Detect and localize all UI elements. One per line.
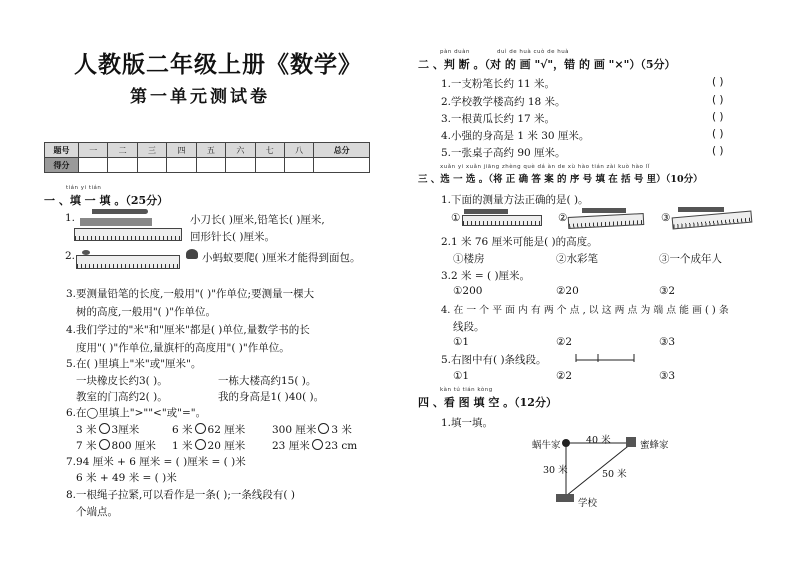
q2-text: 小蚂蚁要爬( )厘米才能得到面包。 (202, 252, 361, 264)
q6-right: 3 米 (331, 424, 352, 436)
score-row2-label: 得分 (45, 158, 79, 173)
distance-diag: 50 米 (602, 469, 627, 480)
distance-top: 40 米 (586, 435, 611, 446)
sec2-pinyin-a: pàn duàn (440, 49, 470, 55)
q5-item: 一栋大楼高约15( )。 (218, 375, 317, 387)
distance-left: 30 米 (543, 465, 568, 476)
q2-number: 2. (65, 250, 76, 262)
ruler-icon (568, 213, 645, 229)
answer-paren[interactable]: ( ) (712, 145, 724, 157)
score-cell[interactable] (196, 158, 225, 173)
judge-item: 3.一根黄瓜长约 17 米。 (441, 113, 556, 125)
sec1-pinyin: tián yi tián (66, 185, 102, 191)
judge-item: 5.一张桌子高约 90 厘米。 (441, 147, 566, 159)
q8-text-b: 个端点。 (76, 506, 118, 518)
score-cell[interactable] (284, 158, 313, 173)
score-row1-label: 题号 (45, 143, 79, 158)
q6-row (76, 438, 156, 453)
q5-option[interactable]: ③3 (659, 370, 676, 382)
pencil-icon (464, 209, 508, 214)
option3-ruler-figure (672, 205, 752, 228)
sec4-title: 四 、看 图 填 空 。（12分） (418, 396, 557, 409)
snail-home-label: 蜗牛家 (532, 440, 561, 451)
q2-option[interactable]: ③一个成年人 (659, 253, 722, 265)
sec3-q2-text: 2.1 米 76 厘米可能是( )的高度。 (441, 236, 598, 248)
score-col: 一 (79, 143, 108, 158)
q5-item: 一块橡皮长约3( )。 (76, 375, 168, 387)
q4-option[interactable]: ②2 (556, 336, 573, 348)
q1-ruler-figure (74, 208, 182, 242)
compare-circle[interactable] (195, 439, 206, 450)
judge-item: 2.学校教学楼高约 18 米。 (441, 96, 566, 108)
sec2-pinyin-b: duì de huà cuò de huà (497, 49, 570, 55)
q2-ruler-figure (76, 247, 180, 271)
q3-text-a: 3.要测量铅笔的长度,一般用"( )"作单位;要测量一棵大 (66, 288, 315, 300)
sec4-pinyin: kàn tú tián kòng (440, 387, 493, 393)
sec4-sub: 1.填一填。 (441, 417, 494, 429)
pencil-icon (678, 207, 724, 212)
q5-text: 5.在( )里填上"米"或"厘米"。 (66, 358, 202, 370)
sec3-pinyin: xuǎn yi xuǎn jiāng zhèng què dá àn de xù hào tián zài kuò hào lǐ (440, 164, 650, 170)
q6-right: 3厘米 (111, 424, 140, 436)
q5-option[interactable]: ①1 (453, 370, 470, 382)
score-col: 六 (226, 143, 255, 158)
q6-row (172, 438, 245, 453)
sec1-title: 一 、填 一 填 。（25分） (44, 194, 169, 207)
score-cell[interactable] (167, 158, 196, 173)
score-cell[interactable] (79, 158, 108, 173)
q4-option[interactable]: ③3 (659, 336, 676, 348)
q1-number: 1. (65, 212, 76, 224)
answer-paren[interactable]: ( ) (712, 76, 724, 88)
sec3-title: 三 、选 一 选 。（将 正 确 答 案 的 序 号 填 在 括 号 里）（10分） (418, 174, 703, 185)
compare-circle[interactable] (312, 439, 323, 450)
q5-item: 教室的门高约2( )。 (76, 391, 168, 403)
compare-circle[interactable] (195, 423, 206, 434)
ruler-icon (76, 255, 180, 269)
judge-item: 4.小强的身高是 1 米 30 厘米。 (441, 130, 590, 142)
q1-option[interactable]: ① (451, 212, 461, 224)
snail-icon (562, 439, 570, 447)
q6-row (272, 438, 357, 453)
ruler-icon (672, 211, 753, 230)
score-cell[interactable] (108, 158, 137, 173)
q2-option[interactable]: ①楼房 (453, 253, 485, 265)
compare-circle[interactable] (318, 423, 329, 434)
sec2-title: 二 、判 断 。（对 的 画 "√"，错 的 画 "×"）（5分） (418, 58, 676, 71)
line-segment-figure (574, 350, 636, 364)
bread-icon (186, 249, 198, 259)
q8-text-a: 8.一根绳子拉紧,可以看作是一条( );一条线段有( ) (66, 489, 295, 501)
q6-left: 23 厘米 (272, 440, 310, 452)
q3-option[interactable]: ②20 (556, 285, 579, 297)
pencil-icon (92, 209, 148, 214)
q5-item: 我的身高是1( )40( )。 (218, 391, 325, 403)
score-cell[interactable] (226, 158, 255, 173)
sec3-q3-text: 3.2 米 = ( )厘米。 (441, 270, 531, 282)
option1-ruler-figure (462, 207, 542, 227)
q6-left: 7 米 (76, 440, 97, 452)
score-col: 四 (167, 143, 196, 158)
score-col: 二 (108, 143, 137, 158)
score-col: 三 (137, 143, 166, 158)
score-col: 七 (255, 143, 284, 158)
school-icon (556, 494, 574, 502)
sec3-q4-text-b: 线段。 (453, 321, 485, 333)
q1-option[interactable]: ③ (661, 212, 671, 224)
q3-option[interactable]: ③2 (659, 285, 676, 297)
page-title: 人教版二年级上册《数学》 (74, 51, 362, 78)
page-subtitle: 第一单元测试卷 (130, 87, 270, 107)
q6-right: 20 厘米 (207, 440, 246, 452)
q6-left: 3 米 (76, 424, 97, 436)
q5-option[interactable]: ②2 (556, 370, 573, 382)
q7-text-b: 6 米 + 49 米 = ( )米 (76, 472, 177, 484)
score-col: 五 (196, 143, 225, 158)
q6-right: 800 厘米 (111, 440, 156, 452)
q3-text-b: 树的高度,一般用"( )"作单位。 (76, 306, 217, 318)
score-col: 八 (284, 143, 313, 158)
ruler-icon (462, 215, 542, 226)
answer-paren[interactable]: ( ) (712, 94, 724, 106)
ant-icon (82, 250, 90, 255)
q1-text-a: 小刀长( )厘米,铅笔长( )厘米, (190, 214, 325, 226)
option2-ruler-figure (568, 206, 644, 228)
q6-row (76, 422, 139, 437)
score-cell[interactable] (137, 158, 166, 173)
q6-row (172, 422, 245, 437)
score-total-label: 总分 (314, 143, 370, 158)
compare-circle[interactable] (99, 439, 110, 450)
pencil-icon (582, 208, 626, 213)
answer-paren[interactable]: ( ) (712, 111, 724, 123)
sec3-q5-text: 5.右图中有( )条线段。 (441, 354, 547, 366)
sec3-q4-text-a: 4. 在 一 个 平 面 内 有 两 个 点 , 以 这 两 点 为 端 点 能 画 ( ) 条 (441, 305, 729, 316)
bee-home-label: 蜜蜂家 (640, 440, 669, 451)
judge-item: 1.一支粉笔长约 11 米。 (441, 78, 556, 90)
score-table (44, 142, 370, 173)
q6-left: 1 米 (172, 440, 193, 452)
q6-right: 62 厘米 (207, 424, 246, 436)
q6-text: 6.在◯里填上">""<"或"="。 (66, 407, 207, 419)
knife-icon (80, 218, 152, 226)
q6-right: 23 cm (324, 440, 358, 452)
q2-option[interactable]: ②水彩笔 (556, 253, 598, 265)
q4-text-b: 度用"( )"作单位,量旗杆的高度用"( )"作单位。 (76, 342, 290, 354)
school-label: 学校 (578, 498, 598, 509)
q4-option[interactable]: ①1 (453, 336, 470, 348)
q6-left: 300 厘米 (272, 424, 317, 436)
q4-text-a: 4.我们学过的"米"和"厘米"都是( )单位,量数学书的长 (66, 324, 310, 336)
score-table-score-row (45, 158, 370, 173)
q6-row (272, 422, 352, 437)
q3-option[interactable]: ①200 (453, 285, 483, 297)
answer-paren[interactable]: ( ) (712, 128, 724, 140)
score-cell[interactable] (314, 158, 370, 173)
ruler-icon (74, 228, 182, 241)
q1-option[interactable]: ② (558, 212, 568, 224)
q7-text-a: 7.94 厘米 + 6 厘米 = ( )厘米 = ( )米 (66, 456, 246, 468)
score-table-header-row (45, 143, 370, 158)
score-cell[interactable] (255, 158, 284, 173)
bee-icon (626, 437, 636, 447)
compare-circle[interactable] (99, 423, 110, 434)
sec3-q1-text: 1.下面的测量方法正确的是( )。 (441, 194, 589, 206)
q1-text-b: 回形针长( )厘米。 (190, 231, 276, 243)
q6-left: 6 米 (172, 424, 193, 436)
